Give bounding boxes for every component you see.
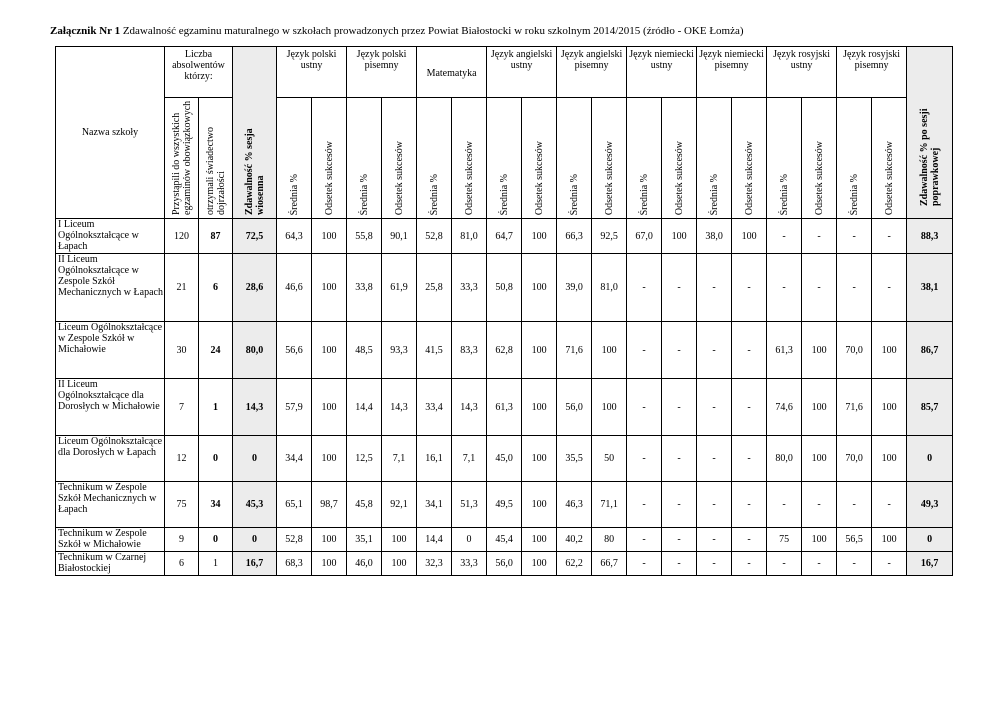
table-row <box>56 379 953 436</box>
zdawalnosc-wiosna-cell: 0 <box>233 528 277 552</box>
value-cell: 80,0 <box>767 436 802 482</box>
zdawalnosc-poprawka-cell: 38,1 <box>907 254 953 322</box>
zdawalnosc-poprawka-cell: 49,3 <box>907 482 953 528</box>
value-cell: - <box>802 482 837 528</box>
results-table <box>55 46 953 576</box>
value-cell: - <box>732 552 767 576</box>
odsetek-header: Odsetek sukcesów <box>452 98 487 219</box>
otrzymali-cell: 1 <box>199 552 233 576</box>
otrzymali-cell: 87 <box>199 219 233 254</box>
value-cell: 66,7 <box>592 552 627 576</box>
value-cell: - <box>697 322 732 379</box>
value-cell: 39,0 <box>557 254 592 322</box>
value-cell: - <box>662 436 697 482</box>
zdawalnosc-poprawka-cell: 86,7 <box>907 322 953 379</box>
value-cell: - <box>837 552 872 576</box>
table-row <box>56 322 953 379</box>
value-cell: 100 <box>382 528 417 552</box>
przystapili-cell: 75 <box>165 482 199 528</box>
subject-header: Język rosyjski ustny <box>767 47 837 98</box>
value-cell: 100 <box>522 379 557 436</box>
value-cell: 7,1 <box>452 436 487 482</box>
przystapili-cell: 6 <box>165 552 199 576</box>
value-cell: 68,3 <box>277 552 312 576</box>
value-cell: 100 <box>312 254 347 322</box>
value-cell: 62,8 <box>487 322 522 379</box>
value-cell: 100 <box>592 379 627 436</box>
przystapili-cell: 30 <box>165 322 199 379</box>
otrzymali-header: otrzymali świadectwo dojrzałości <box>199 98 233 219</box>
value-cell: 45,4 <box>487 528 522 552</box>
value-cell: - <box>802 552 837 576</box>
przystapili-cell: 12 <box>165 436 199 482</box>
value-cell: 48,5 <box>347 322 382 379</box>
otrzymali-cell: 1 <box>199 379 233 436</box>
value-cell: 100 <box>522 322 557 379</box>
value-cell: 49,5 <box>487 482 522 528</box>
value-cell: 33,3 <box>452 552 487 576</box>
value-cell: - <box>767 254 802 322</box>
value-cell: - <box>627 322 662 379</box>
srednia-header: Średnia % <box>697 98 732 219</box>
value-cell: - <box>872 552 907 576</box>
otrzymali-cell: 34 <box>199 482 233 528</box>
subject-header: Język angielski pisemny <box>557 47 627 98</box>
value-cell: 81,0 <box>452 219 487 254</box>
odsetek-header: Odsetek sukcesów <box>872 98 907 219</box>
zdawalnosc-wiosna-cell: 14,3 <box>233 379 277 436</box>
value-cell: - <box>837 254 872 322</box>
value-cell: - <box>697 436 732 482</box>
srednia-header: Średnia % <box>277 98 312 219</box>
school-name-cell: II Liceum Ogólnokształcące w Zespole Szkół Mechanicznych w Łapach <box>56 254 165 322</box>
subject-header: Język angielski ustny <box>487 47 557 98</box>
value-cell: - <box>732 379 767 436</box>
value-cell: - <box>627 254 662 322</box>
caption-text: Zdawalność egzaminu maturalnego w szkołach prowadzonych przez Powiat Białostocki w roku szkolnym 2014/2015 (źródło - OKE Łomża) <box>120 25 744 37</box>
value-cell: 100 <box>872 379 907 436</box>
value-cell: 100 <box>522 552 557 576</box>
przystapili-cell: 9 <box>165 528 199 552</box>
odsetek-header: Odsetek sukcesów <box>592 98 627 219</box>
przystapili-cell: 120 <box>165 219 199 254</box>
value-cell: 14,4 <box>347 379 382 436</box>
value-cell: 71,1 <box>592 482 627 528</box>
srednia-header: Średnia % <box>837 98 872 219</box>
table-row <box>56 436 953 482</box>
value-cell: 32,3 <box>417 552 452 576</box>
value-cell: 33,3 <box>452 254 487 322</box>
table-row <box>56 219 953 254</box>
table-row <box>56 528 953 552</box>
value-cell: - <box>837 482 872 528</box>
zdawalnosc-poprawka-cell: 85,7 <box>907 379 953 436</box>
value-cell: - <box>627 552 662 576</box>
odsetek-header: Odsetek sukcesów <box>382 98 417 219</box>
otrzymali-cell: 0 <box>199 528 233 552</box>
zdawalnosc-wiosna-cell: 16,7 <box>233 552 277 576</box>
value-cell: - <box>732 482 767 528</box>
value-cell: 46,6 <box>277 254 312 322</box>
value-cell: 100 <box>732 219 767 254</box>
value-cell: 61,3 <box>487 379 522 436</box>
header-row-groups <box>56 47 953 98</box>
value-cell: 41,5 <box>417 322 452 379</box>
value-cell: 93,3 <box>382 322 417 379</box>
value-cell: - <box>872 482 907 528</box>
value-cell: 100 <box>522 219 557 254</box>
value-cell: 100 <box>802 528 837 552</box>
value-cell: 100 <box>312 219 347 254</box>
value-cell: 92,5 <box>592 219 627 254</box>
odsetek-header: Odsetek sukcesów <box>312 98 347 219</box>
value-cell: 100 <box>802 436 837 482</box>
value-cell: 45,8 <box>347 482 382 528</box>
odsetek-header: Odsetek sukcesów <box>732 98 767 219</box>
value-cell: 45,0 <box>487 436 522 482</box>
value-cell: 14,3 <box>382 379 417 436</box>
value-cell: 100 <box>592 322 627 379</box>
value-cell: - <box>662 254 697 322</box>
value-cell: - <box>767 482 802 528</box>
value-cell: 35,5 <box>557 436 592 482</box>
value-cell: - <box>627 482 662 528</box>
value-cell: - <box>697 379 732 436</box>
value-cell: 90,1 <box>382 219 417 254</box>
odsetek-header: Odsetek sukcesów <box>662 98 697 219</box>
value-cell: 12,5 <box>347 436 382 482</box>
value-cell: 100 <box>382 552 417 576</box>
value-cell: 100 <box>522 436 557 482</box>
value-cell: - <box>662 322 697 379</box>
value-cell: 65,1 <box>277 482 312 528</box>
value-cell: 81,0 <box>592 254 627 322</box>
odsetek-header: Odsetek sukcesów <box>802 98 837 219</box>
table-row <box>56 482 953 528</box>
przystapili-cell: 7 <box>165 379 199 436</box>
value-cell: 50,8 <box>487 254 522 322</box>
value-cell: 14,3 <box>452 379 487 436</box>
value-cell: 98,7 <box>312 482 347 528</box>
value-cell: 100 <box>802 322 837 379</box>
school-name-cell: Technikum w Zespole Szkół Mechanicznych w Łapach <box>56 482 165 528</box>
subject-header: Język rosyjski pisemny <box>837 47 907 98</box>
school-name-cell: II Liceum Ogólnokształcące dla Dorosłych w Michałowie <box>56 379 165 436</box>
srednia-header: Średnia % <box>347 98 382 219</box>
value-cell: 7,1 <box>382 436 417 482</box>
value-cell: 33,8 <box>347 254 382 322</box>
value-cell: 56,0 <box>557 379 592 436</box>
zdawalnosc-wiosna-cell: 80,0 <box>233 322 277 379</box>
value-cell: 14,4 <box>417 528 452 552</box>
value-cell: 56,6 <box>277 322 312 379</box>
zdawalnosc-wiosna-cell: 45,3 <box>233 482 277 528</box>
srednia-header: Średnia % <box>557 98 592 219</box>
school-name-header: Nazwa szkoły <box>56 47 165 219</box>
value-cell: 66,3 <box>557 219 592 254</box>
subject-header: Matematyka <box>417 47 487 98</box>
school-name-cell: Liceum Ogólnokształcące w Zespole Szkół w Michałowie <box>56 322 165 379</box>
liczba-header: Liczba absolwentów którzy: <box>165 47 233 98</box>
przystapili-header: Przystąpili do wszystkich egzaminów obowiązkowych <box>165 98 199 219</box>
zdawalnosc-poprawka-cell: 16,7 <box>907 552 953 576</box>
subject-header: Język polski ustny <box>277 47 347 98</box>
value-cell: - <box>697 528 732 552</box>
value-cell: - <box>627 436 662 482</box>
value-cell: - <box>872 219 907 254</box>
otrzymali-cell: 0 <box>199 436 233 482</box>
value-cell: - <box>732 254 767 322</box>
value-cell: 100 <box>312 322 347 379</box>
subject-header: Język polski pisemny <box>347 47 417 98</box>
srednia-header: Średnia % <box>417 98 452 219</box>
value-cell: - <box>872 254 907 322</box>
subject-header: Język niemiecki pisemny <box>697 47 767 98</box>
value-cell: 74,6 <box>767 379 802 436</box>
value-cell: 100 <box>522 254 557 322</box>
srednia-header: Średnia % <box>627 98 662 219</box>
zdawalnosc-poprawka-header: Zdawalność % po sesji poprawkowej <box>907 47 953 219</box>
value-cell: 100 <box>312 552 347 576</box>
value-cell: 33,4 <box>417 379 452 436</box>
value-cell: 100 <box>312 528 347 552</box>
caption-bold: Załącznik Nr 1 <box>50 25 121 37</box>
zdawalnosc-poprawka-cell: 0 <box>907 436 953 482</box>
header-row-columns <box>56 98 953 219</box>
przystapili-cell: 21 <box>165 254 199 322</box>
zdawalnosc-wiosna-cell: 72,5 <box>233 219 277 254</box>
value-cell: 100 <box>662 219 697 254</box>
table-row <box>56 254 953 322</box>
value-cell: 34,1 <box>417 482 452 528</box>
zdawalnosc-poprawka-cell: 88,3 <box>907 219 953 254</box>
value-cell: 38,0 <box>697 219 732 254</box>
value-cell: 70,0 <box>837 436 872 482</box>
document-caption <box>50 25 744 37</box>
zdawalnosc-wiosna-cell: 28,6 <box>233 254 277 322</box>
value-cell: - <box>662 528 697 552</box>
value-cell: 83,3 <box>452 322 487 379</box>
odsetek-header: Odsetek sukcesów <box>522 98 557 219</box>
value-cell: - <box>732 322 767 379</box>
table-row <box>56 552 953 576</box>
value-cell: 55,8 <box>347 219 382 254</box>
value-cell: 100 <box>872 528 907 552</box>
value-cell: 52,8 <box>417 219 452 254</box>
school-name-cell: Liceum Ogólnokształcące dla Dorosłych w Łapach <box>56 436 165 482</box>
value-cell: 34,4 <box>277 436 312 482</box>
zdawalnosc-wiosna-header: Zdawalność % sesja wiosenna <box>233 47 277 219</box>
value-cell: - <box>662 379 697 436</box>
value-cell: - <box>697 552 732 576</box>
value-cell: 75 <box>767 528 802 552</box>
value-cell: 100 <box>872 436 907 482</box>
value-cell: 16,1 <box>417 436 452 482</box>
value-cell: 56,5 <box>837 528 872 552</box>
value-cell: - <box>697 254 732 322</box>
srednia-header: Średnia % <box>487 98 522 219</box>
value-cell: 100 <box>522 482 557 528</box>
value-cell: 92,1 <box>382 482 417 528</box>
value-cell: - <box>697 482 732 528</box>
value-cell: 64,3 <box>277 219 312 254</box>
value-cell: 57,9 <box>277 379 312 436</box>
value-cell: 25,8 <box>417 254 452 322</box>
value-cell: 40,2 <box>557 528 592 552</box>
value-cell: 46,0 <box>347 552 382 576</box>
value-cell: 71,6 <box>557 322 592 379</box>
value-cell: - <box>837 219 872 254</box>
value-cell: - <box>627 379 662 436</box>
srednia-header: Średnia % <box>767 98 802 219</box>
value-cell: 61,9 <box>382 254 417 322</box>
value-cell: 71,6 <box>837 379 872 436</box>
value-cell: 51,3 <box>452 482 487 528</box>
school-name-cell: Technikum w Zespole Szkół w Michałowie <box>56 528 165 552</box>
value-cell: 70,0 <box>837 322 872 379</box>
value-cell: 35,1 <box>347 528 382 552</box>
value-cell: 100 <box>802 379 837 436</box>
zdawalnosc-poprawka-cell: 0 <box>907 528 953 552</box>
value-cell: 52,8 <box>277 528 312 552</box>
value-cell: - <box>627 528 662 552</box>
value-cell: - <box>662 482 697 528</box>
value-cell: - <box>662 552 697 576</box>
value-cell: 56,0 <box>487 552 522 576</box>
value-cell: 100 <box>872 322 907 379</box>
value-cell: - <box>802 254 837 322</box>
value-cell: 100 <box>522 528 557 552</box>
value-cell: 50 <box>592 436 627 482</box>
value-cell: 80 <box>592 528 627 552</box>
value-cell: 64,7 <box>487 219 522 254</box>
school-name-cell: Technikum w Czarnej Białostockiej <box>56 552 165 576</box>
value-cell: 61,3 <box>767 322 802 379</box>
value-cell: 100 <box>312 379 347 436</box>
school-name-cell: I Liceum Ogólnokształcące w Łapach <box>56 219 165 254</box>
otrzymali-cell: 6 <box>199 254 233 322</box>
zdawalnosc-wiosna-cell: 0 <box>233 436 277 482</box>
otrzymali-cell: 24 <box>199 322 233 379</box>
value-cell: - <box>732 528 767 552</box>
value-cell: 100 <box>312 436 347 482</box>
value-cell: 46,3 <box>557 482 592 528</box>
value-cell: 62,2 <box>557 552 592 576</box>
subject-header: Język niemiecki ustny <box>627 47 697 98</box>
value-cell: 0 <box>452 528 487 552</box>
value-cell: - <box>767 219 802 254</box>
value-cell: 67,0 <box>627 219 662 254</box>
value-cell: - <box>732 436 767 482</box>
value-cell: - <box>802 219 837 254</box>
value-cell: - <box>767 552 802 576</box>
